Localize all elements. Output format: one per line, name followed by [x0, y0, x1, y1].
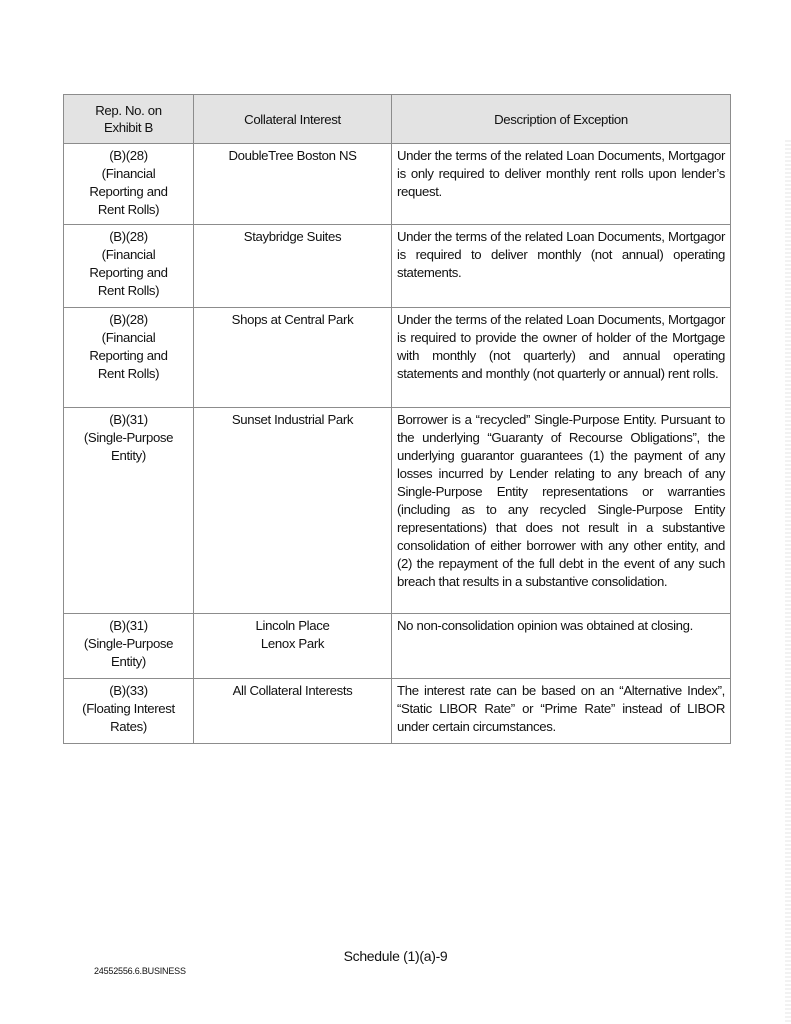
description-cell: No non-consolidation opinion was obtained at closing.: [392, 614, 731, 679]
rep-no-line: (Financial: [101, 247, 156, 262]
rep-no-line: (B)(28): [109, 312, 148, 327]
page-footer-label: Schedule (1)(a)-9: [343, 948, 448, 964]
collateral-interest-cell: [194, 225, 392, 308]
table-row: [64, 679, 731, 744]
rep-no-line: (Single-Purpose: [83, 430, 174, 445]
collateral-interest-line: Lincoln Place: [255, 618, 330, 633]
rep-no-line: Entity): [111, 448, 146, 463]
table-row: [64, 308, 731, 408]
collateral-interest-line: DoubleTree Boston NS: [228, 148, 357, 163]
collateral-interest-line: All Collateral Interests: [232, 683, 353, 698]
description-cell: The interest rate can be based on an “Alternative Index”, “Static LIBOR Rate” or “Prime Rate” instead of LIBOR under certain circumstances.: [392, 679, 731, 744]
rep-no-line: (B)(33): [109, 683, 148, 698]
exceptions-table: [63, 94, 731, 744]
table-header-row: [64, 95, 731, 144]
rep-no-line: Entity): [111, 654, 146, 669]
header-rep-no-line-2: Exhibit B: [104, 120, 153, 135]
header-rep-no: [64, 95, 194, 144]
rep-no-line: (B)(31): [109, 412, 148, 427]
rep-no-cell: [64, 679, 194, 744]
collateral-interest-line: Lenox Park: [260, 636, 325, 651]
table-row: [64, 614, 731, 679]
rep-no-line: (Single-Purpose: [83, 636, 174, 651]
rep-no-line: Rent Rolls): [97, 366, 160, 381]
collateral-interest-line: Sunset Industrial Park: [231, 412, 354, 427]
table-row: [64, 408, 731, 614]
rep-no-line: Reporting and: [89, 265, 168, 280]
document-id: 24552556.6.BUSINESS: [94, 966, 186, 976]
description-cell: Under the terms of the related Loan Documents, Mortgagor is required to provide the owner of holder of the Mortgage with monthly (not quarterly) and annual operating statements and monthly (not quarterly or annual) rent rolls.: [392, 308, 731, 408]
collateral-interest-cell: [194, 308, 392, 408]
rep-no-line: Reporting and: [89, 348, 168, 363]
collateral-interest-line: Shops at Central Park: [231, 312, 354, 327]
rep-no-line: (B)(31): [109, 618, 148, 633]
rep-no-line: (B)(28): [109, 148, 148, 163]
header-description: Description of Exception: [392, 95, 731, 144]
description-cell: Borrower is a “recycled” Single-Purpose Entity. Pursuant to the underlying “Guaranty of Recourse Obligations”, the underlying guarantor guarantees (1) the payment of any losses incurred by Lender relating to any breach of any Single-Purpose Entity representations or warranties (including as to any recycled Single-Purpose Entity representations) that does not result in a substantive consolidation of either borrower with any other entity, and (2) the repayment of the full debt in the event of any such breach that results in a substantive consolidation.: [392, 408, 731, 614]
rep-no-cell: [64, 144, 194, 225]
header-collateral-interest: Collateral Interest: [194, 95, 392, 144]
table-row: [64, 225, 731, 308]
collateral-interest-cell: [194, 614, 392, 679]
description-cell: Under the terms of the related Loan Documents, Mortgagor is required to deliver monthly (not annual) operating statements.: [392, 225, 731, 308]
collateral-interest-line: Staybridge Suites: [243, 229, 342, 244]
rep-no-line: Rent Rolls): [97, 202, 160, 217]
table-row: [64, 144, 731, 225]
rep-no-cell: [64, 408, 194, 614]
rep-no-line: (Floating Interest: [82, 701, 175, 716]
rep-no-line: (Financial: [101, 330, 156, 345]
collateral-interest-cell: [194, 679, 392, 744]
rep-no-cell: [64, 225, 194, 308]
rep-no-cell: [64, 614, 194, 679]
rep-no-line: (B)(28): [109, 229, 148, 244]
rep-no-cell: [64, 308, 194, 408]
scan-page-edge: [785, 140, 791, 1024]
rep-no-line: Rent Rolls): [97, 283, 160, 298]
collateral-interest-cell: [194, 408, 392, 614]
rep-no-line: (Financial: [101, 166, 156, 181]
header-rep-no-line-1: Rep. No. on: [95, 103, 162, 118]
rep-no-line: Rates): [110, 719, 147, 734]
rep-no-line: Reporting and: [89, 184, 168, 199]
collateral-interest-cell: [194, 144, 392, 225]
description-cell: Under the terms of the related Loan Documents, Mortgagor is only required to deliver monthly rent rolls upon lender’s request.: [392, 144, 731, 225]
